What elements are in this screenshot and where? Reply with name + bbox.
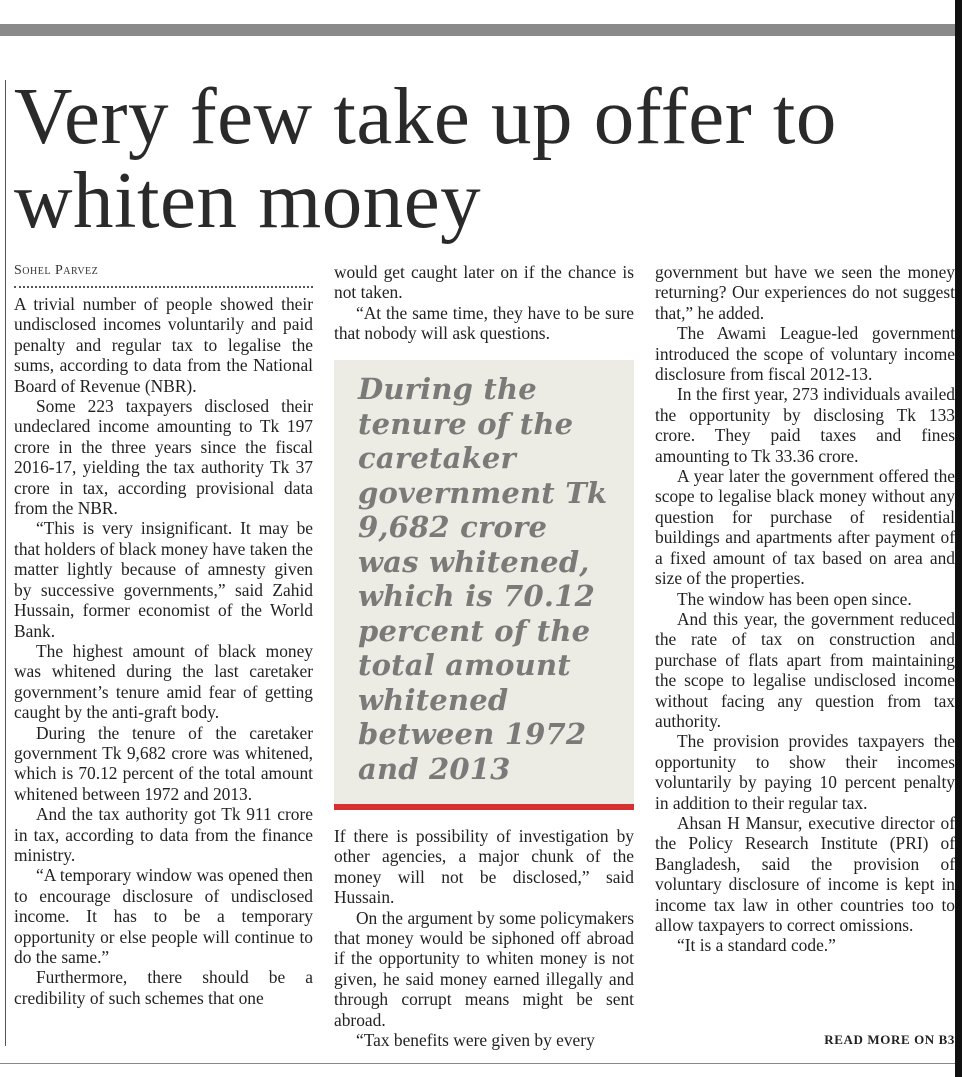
pull-quote: During the tenure of the caretaker government Tk 9,682 crore was whitened, which is 70.12 percent of the total amount whitened between 1972 and 2013 [358,372,608,786]
paragraph: During the tenure of the caretaker government Tk 9,682 crore was whitened, which is 70.12 percent of the total amount whitened between 1972 and 2013. [14,722,313,804]
paragraph: “At the same time, they have to be sure that nobody will ask questions. [334,302,634,344]
paragraph: In the first year, 273 individuals availed the opportunity by disclosing Tk 133 crore. They paid taxes and fines amounting to Tk 33.36 crore. [655,384,955,466]
paragraph: “This is very insignificant. It may be that holders of black money have taken the matter lightly because of amnesty given by successive governments,” said Zahid Hussain, former economist of the World Bank. [14,518,313,641]
headline: Very few take up offer to whiten money [14,71,837,245]
bottom-rule [0,1063,955,1064]
page-edge [955,0,962,1077]
paragraph: On the argument by some policymakers that money would be siphoned off abroad if the opportunity to whiten money is not given, he said money earned illegally and through corrupt means might be sent abroad. [334,907,634,1030]
paragraph: The window has been open since. [677,588,912,609]
paragraph: Furthermore, there should be a credibility of such schemes that one [14,967,313,1008]
byline-divider [14,286,313,288]
article-column-2-continued [334,826,634,1050]
paragraph: Ahsan H Mansur, executive director of the Policy Research Institute (PRI) of Bangladesh, said the provision of voluntary disclosure of income is kept in income tax law in other countries too to allow taxpayers to correct omissions. [655,812,955,935]
article-column-2 [334,262,634,344]
paragraph: If there is possibility of investigation by other agencies, a major chunk of the money will not be disclosed,” said Hussain. [334,826,634,908]
paragraph: The highest amount of black money was whitened during the last caretaker government’s tenure amid fear of getting caught by the anti-graft body. [14,640,313,723]
pull-quote-box [334,360,634,810]
paragraph: The provision provides taxpayers the opportunity to show their incomes voluntarily by paying 10 percent penalty in addition to their regular tax. [655,731,955,813]
paragraph: “A temporary window was opened then to encourage disclosure of undisclosed income. It has to be a temporary opportunity or else people will continue to do the same.” [14,865,313,967]
paragraph: The Awami League-led government introduced the scope of voluntary income disclosure from fiscal 2012-13. [655,323,955,385]
paragraph: A year later the government offered the scope to legalise black money without any question for purchase of residential buildings and apartments after payment of a fixed amount of tax based on area and size of the properties. [655,466,955,589]
paragraph: “Tax benefits were given by every [356,1030,595,1051]
paragraph: And the tax authority got Tk 911 crore in tax, according to data from the finance ministry. [14,804,313,865]
paragraph: A trivial number of people showed their undisclosed incomes voluntarily and paid penalty and regular tax to legalise the sums, according to data from the National Board of Revenue (NBR). [14,294,313,396]
paragraph: would get caught later on if the chance is not taken. [334,262,634,303]
paragraph: government but have we seen the money returning? Our experiences do not suggest that,” he added. [655,262,955,323]
paragraph: “It is a standard code.” [677,935,836,956]
top-rule [0,24,955,36]
paragraph: Some 223 taxpayers disclosed their undeclared income amounting to Tk 197 crore in the three years since the fiscal 2016-17, yielding the tax authority Tk 37 crore in tax, according provisional data from the NBR. [14,396,313,519]
read-more-link: READ MORE ON B3 [824,1032,955,1047]
left-column-rule [5,80,6,1046]
byline: Sohel Parvez [14,263,99,278]
article-column-1 [14,262,313,1008]
article-column-3 [655,262,955,956]
paragraph: And this year, the government reduced the rate of tax on construction and purchase of flats apart from maintaining the scope to legalise undisclosed income without facing any question from tax authority. [655,608,955,731]
